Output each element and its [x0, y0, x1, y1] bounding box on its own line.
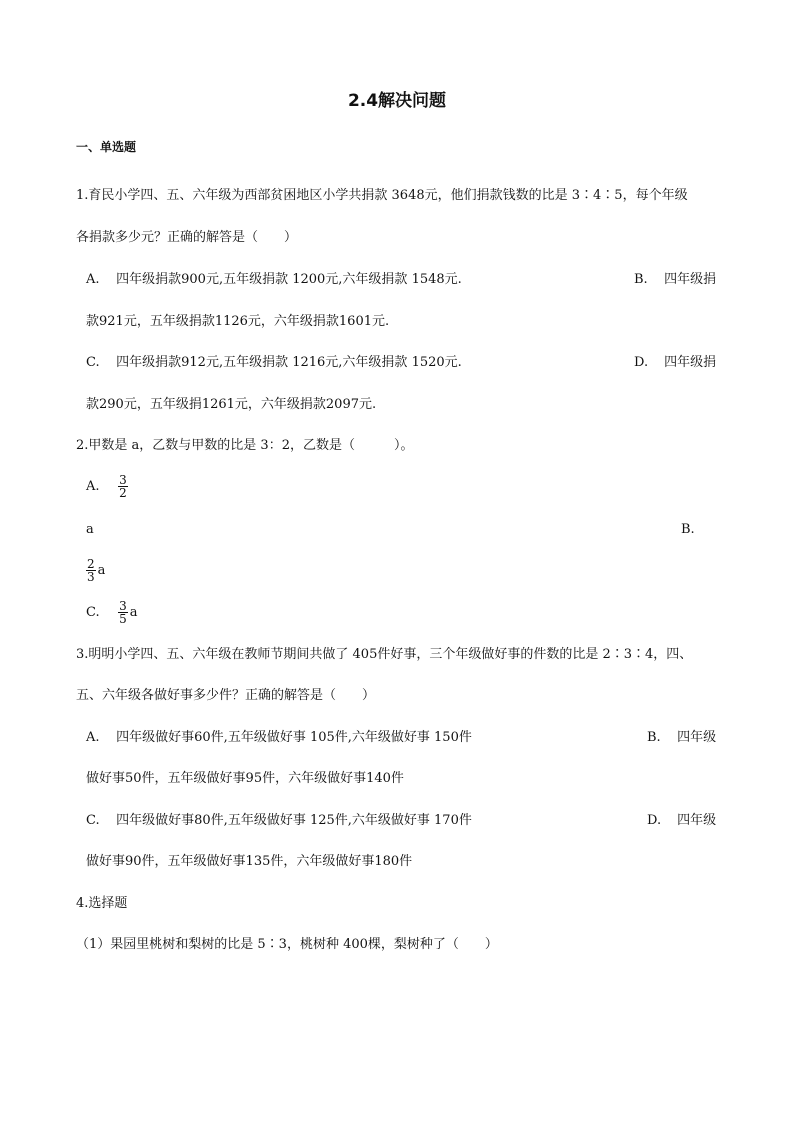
- q1-stem-line1: 1.育民小学四、五、六年级为西部贫困地区小学共捐款 3648元，他们捐款钱数的比是 3∶4∶5，每个年级: [76, 188, 688, 203]
- q2-option-c[interactable]: [86, 598, 138, 628]
- q1-option-d-continued: 款290元，五年级捐1261元，六年级捐款2097元.: [86, 397, 377, 412]
- fraction-numerator: 3: [119, 599, 127, 613]
- q2-option-b-fraction: [86, 558, 96, 583]
- q2-option-a-label: A.: [86, 479, 100, 494]
- q3-option-b-label: B.: [647, 730, 661, 745]
- q1-option-b-text: 四年级捐: [664, 272, 717, 287]
- q2-option-a-variable: a: [86, 522, 94, 537]
- q2-option-b-variable: a: [97, 563, 106, 578]
- q3-stem-line2: 五、六年级各做好事多少件？正确的解答是（ ）: [76, 688, 376, 703]
- q1-option-b[interactable]: [634, 272, 716, 288]
- q3-option-a[interactable]: [86, 730, 472, 746]
- q3-option-d-text: 四年级: [677, 813, 717, 828]
- q3-option-b-text: 四年级: [677, 730, 717, 745]
- fraction-denominator: 2: [119, 486, 127, 500]
- q1-option-c-text: 四年级捐款912元,五年级捐款 1216元,六年级捐款 1520元.: [116, 355, 462, 370]
- fraction-numerator: 3: [119, 473, 127, 487]
- q3-option-a-label: A.: [86, 730, 100, 745]
- q2-option-a-fraction: [118, 474, 128, 499]
- q3-option-d[interactable]: [647, 813, 716, 829]
- q1-stem-line2: 各捐款多少元？正确的解答是（ ）: [76, 230, 298, 245]
- q1-option-c-label: C.: [86, 355, 100, 370]
- q3-option-c-text: 四年级做好事80件,五年级做好事 125件,六年级做好事 170件: [116, 813, 472, 828]
- q3-option-d-label: D.: [647, 813, 662, 828]
- q1-option-d-label: D.: [634, 355, 649, 370]
- q1-option-d-text: 四年级捐: [664, 355, 717, 370]
- q2-option-c-variable: a: [129, 605, 138, 620]
- q2-option-c-fraction: [118, 600, 128, 625]
- q3-option-c-label: C.: [86, 813, 100, 828]
- q2-stem: 2.甲数是 a，乙数与甲数的比是 3：2，乙数是（ ）。: [76, 438, 414, 453]
- q3-option-b-continued: 做好事50件，五年级做好事95件，六年级做好事140件: [86, 771, 404, 786]
- q1-option-d[interactable]: [634, 355, 716, 371]
- q2-option-a[interactable]: [86, 472, 130, 502]
- q1-option-c[interactable]: [86, 355, 462, 371]
- q3-option-a-text: 四年级做好事60件,五年级做好事 105件,六年级做好事 150件: [116, 730, 472, 745]
- q3-option-d-continued: 做好事90件，五年级做好事135件，六年级做好事180件: [86, 854, 413, 869]
- q4-sub1: （1）果园里桃树和梨树的比是 5∶3，桃树种 400棵，梨树种了（ ）: [76, 937, 498, 952]
- q3-option-c[interactable]: [86, 813, 472, 829]
- q1-option-a-label: A.: [86, 272, 100, 287]
- fraction-numerator: 2: [87, 557, 95, 571]
- q2-option-b-label[interactable]: B.: [681, 522, 695, 537]
- q2-option-c-label: C.: [86, 605, 100, 620]
- section-heading: 一、单选题: [76, 140, 137, 154]
- q1-option-a-text: 四年级捐款900元,五年级捐款 1200元,六年级捐款 1548元.: [116, 272, 462, 287]
- q2-option-b[interactable]: [84, 556, 105, 586]
- fraction-denominator: 3: [87, 570, 95, 584]
- q4-stem: 4.选择题: [76, 896, 128, 911]
- q1-option-a[interactable]: [86, 272, 462, 288]
- q1-option-b-continued: 款921元，五年级捐款1126元，六年级捐款1601元.: [86, 314, 390, 329]
- q3-stem-line1: 3.明明小学四、五、六年级在教师节期间共做了 405件好事，三个年级做好事的件数的比是 2∶3∶4，四、: [76, 647, 693, 662]
- fraction-denominator: 5: [119, 612, 127, 626]
- page-title: 2.4解决问题: [347, 91, 447, 111]
- q1-option-b-label: B.: [634, 272, 648, 287]
- q3-option-b[interactable]: [647, 730, 716, 746]
